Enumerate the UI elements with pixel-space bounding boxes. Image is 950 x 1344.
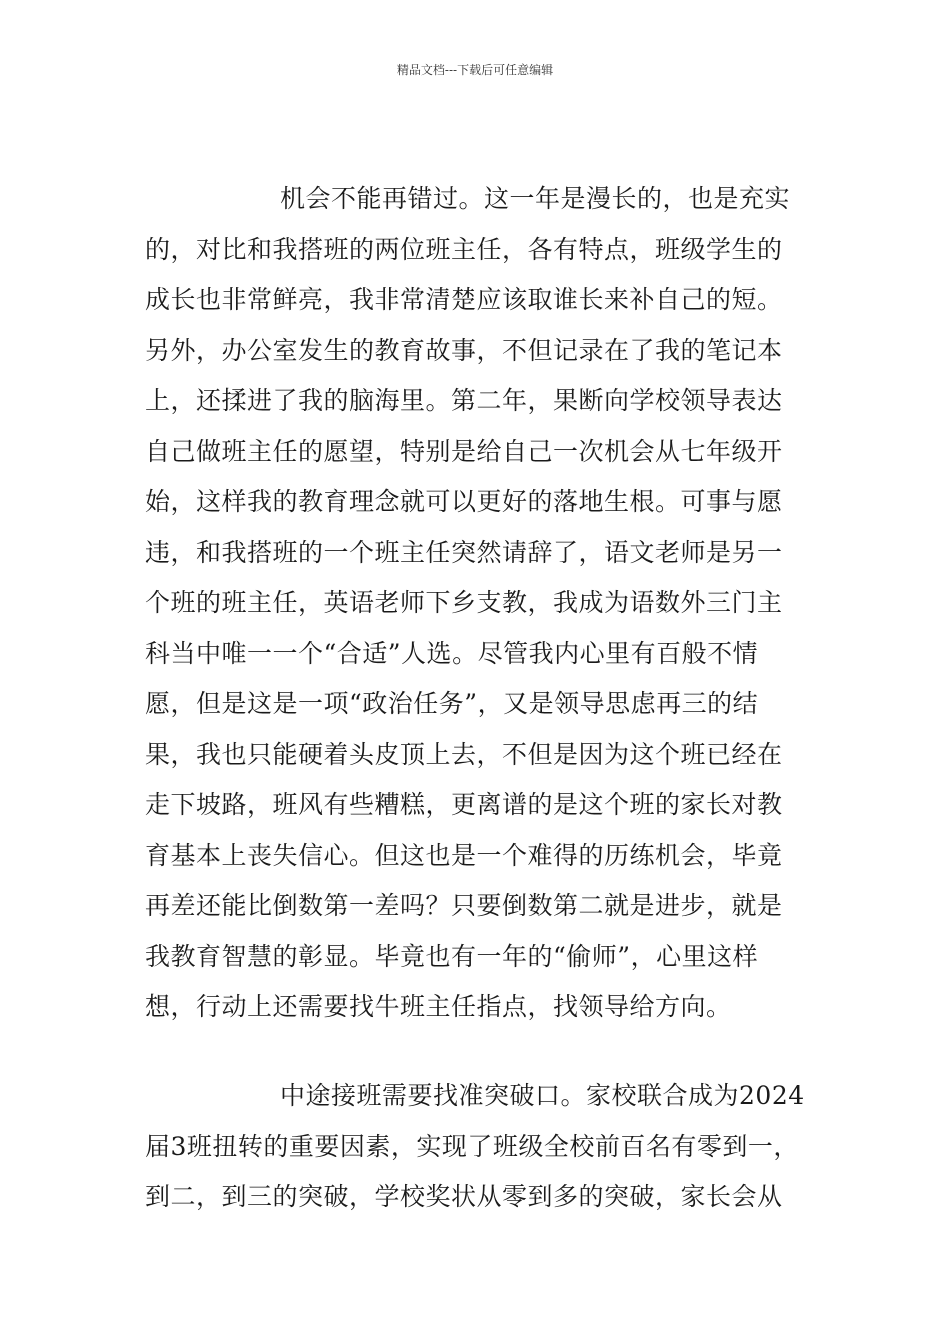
- paragraph-line: 中途接班需要找准突破口。家校联合成为2024: [280, 1081, 805, 1110]
- paragraph-line: 届3班扭转的重要因素，实现了班级全校前百名有零到一，: [145, 1131, 799, 1161]
- paragraph-line: 的，对比和我搭班的两位班主任，各有特点，班级学生的: [145, 234, 783, 264]
- body-paragraph: [145, 174, 805, 1033]
- paragraph-line: 我教育智慧的彰显。毕竟也有一年的“偷师”，心里这样: [145, 941, 759, 971]
- paragraph-line: 个班的班主任，英语老师下乡支教，我成为语数外三门主: [145, 588, 783, 617]
- paragraph-line: 到二，到三的突破，学校奖状从零到多的突破，家长会从: [145, 1182, 783, 1211]
- paragraph-line: 走下坡路，班风有些糟糕，更离谱的是这个班的家长对教: [145, 790, 783, 819]
- paragraph-line: 违，和我搭班的一个班主任突然请辞了，语文老师是另一: [145, 537, 783, 567]
- paragraph-line: 想，行动上还需要找牛班主任指点，找领导给方向。: [145, 992, 732, 1021]
- paragraph-line: 上，还揉进了我的脑海里。第二年，果断向学校领导表达: [145, 386, 783, 415]
- paragraph-line: 科当中唯一一个“合适”人选。尽管我内心里有百般不情: [145, 638, 759, 668]
- body-paragraph: [145, 1071, 805, 1223]
- paragraph-line: 果，我也只能硬着头皮顶上去，不但是因为这个班已经在: [145, 739, 783, 769]
- page-header: 精品文档---下载后可任意编辑: [396, 63, 554, 77]
- paragraph-line: 另外，办公室发生的教育故事，不但记录在了我的笔记本: [145, 335, 783, 365]
- paragraph-line: 愿，但是这是一项“政治任务”，又是领导思虑再三的结: [145, 689, 759, 718]
- paragraph-line: 再差还能比倒数第一差吗？只要倒数第二就是进步，就是: [145, 891, 783, 920]
- paragraph-line: 成长也非常鲜亮，我非常清楚应该取谁长来补自己的短。: [145, 285, 783, 314]
- paragraph-line: 始，这样我的教育理念就可以更好的落地生根。可事与愿: [145, 487, 783, 516]
- paragraph-line: 育基本上丧失信心。但这也是一个难得的历练机会，毕竟: [145, 840, 783, 870]
- paragraph-line: 机会不能再错过。这一年是漫长的，也是充实: [280, 184, 791, 213]
- paragraph-line: 自己做班主任的愿望，特别是给自己一次机会从七年级开: [145, 436, 783, 466]
